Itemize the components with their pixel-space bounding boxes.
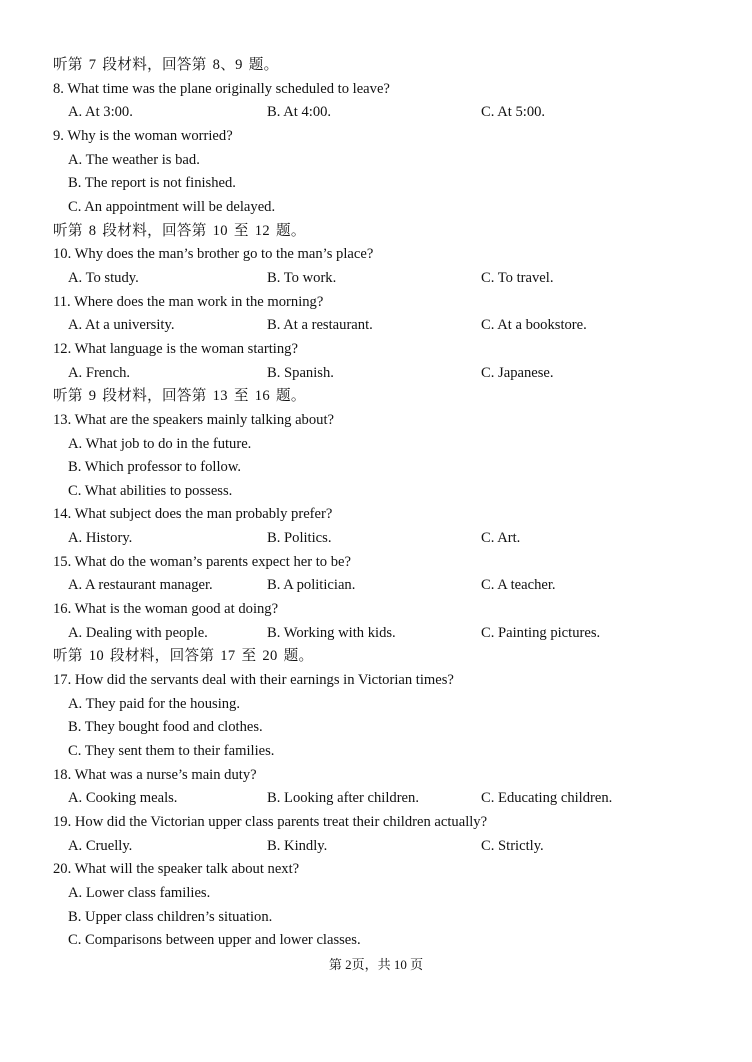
question-text: 15. What do the woman’s parents expect her to be? [53,553,351,570]
answer-option: B. To work. [267,269,337,286]
answer-option: C. Strictly. [481,837,544,854]
section-heading-text: 至 [233,222,249,239]
answer-option: B. Working with kids. [267,624,396,641]
answer-option: C. An appointment will be delayed. [68,198,276,215]
section-heading-text: 听第 [53,388,83,405]
section-heading-number: 13 [212,388,228,405]
answer-option: C. At 5:00. [481,104,546,121]
section-heading [53,385,733,409]
answer-option: B. Which professor to follow. [68,459,242,476]
answer-option: A. At 3:00. [68,104,133,121]
answer-option: A. The weather is bad. [68,151,200,168]
question-text: 14. What subject does the man probably prefer? [53,506,333,523]
section-heading-text: 题。 [283,648,314,665]
question-text: 12. What language is the woman starting? [53,340,298,357]
section-heading-number: 10 [88,648,104,665]
answer-options-row [53,267,733,291]
question-text: 8. What time was the plane originally scheduled to leave? [53,80,390,97]
section-heading-text: 段材料，回答第 [102,222,207,239]
question-text: 13. What are the speakers mainly talking about? [53,411,334,428]
answer-options-row [53,101,733,125]
answer-option: B. The report is not finished. [68,175,236,192]
section-heading-text: 听第 [53,222,83,239]
answer-option: B. A politician. [267,577,356,594]
exam-page-content [53,54,733,953]
answer-option: B. Kindly. [267,837,328,854]
answer-option: B. Politics. [267,530,332,547]
answer-options-row [53,314,733,338]
answer-options-row [53,787,733,811]
section-heading-text: 题。 [248,57,279,73]
answer-option: C. To travel. [481,269,554,286]
section-heading-number: 16 [254,388,270,405]
question-text: 9. Why is the woman worried? [53,127,233,144]
answer-option: C. Educating children. [481,790,613,807]
answer-option: C. Painting pictures. [481,624,601,641]
answer-option: A. At a university. [68,317,175,334]
answer-option: A. A restaurant manager. [68,577,213,594]
section-heading-number: 8 [88,222,97,239]
answer-option: A. To study. [68,269,139,286]
section-heading-text: 至 [241,648,257,665]
answer-option: B. Upper class children’s situation. [68,908,273,925]
answer-option: B. Spanish. [267,364,334,381]
answer-options-row [53,622,733,646]
page-footer: 第 2页，共 10 页 [328,957,424,972]
section-heading-number: 12 [254,222,270,239]
section-heading [53,220,733,244]
answer-option: B. At a restaurant. [267,317,373,334]
answer-option: A. They paid for the housing. [68,695,240,712]
question-text: 19. How did the Victorian upper class parents treat their children actually? [53,814,488,830]
section-heading-text: 听第 [53,648,83,665]
section-heading-text: 段材料，回答第 [110,648,215,665]
answer-option: C. Japanese. [481,364,554,381]
answer-option: A. Cruelly. [68,837,133,854]
section-heading-text: 题。 [275,388,306,405]
answer-option: B. Looking after children. [267,790,419,807]
answer-option: A. History. [68,530,133,547]
section-heading-text: 题。 [275,222,306,239]
answer-option: C. Art. [481,530,521,547]
answer-option: C. At a bookstore. [481,317,587,334]
section-heading [53,645,733,669]
answer-option: C. A teacher. [481,577,556,594]
answer-options-row [53,362,733,386]
answer-option: A. Cooking meals. [68,790,178,807]
answer-options-row [53,574,733,598]
answer-options-row [53,527,733,551]
question-text: 18. What was a nurse’s main duty? [53,766,257,783]
question-text: 16. What is the woman good at doing? [53,601,279,618]
answer-option: B. At 4:00. [267,104,332,121]
question-text: 20. What will the speaker talk about next? [53,861,300,878]
answer-option: A. Dealing with people. [68,624,208,641]
answer-option: B. They bought food and clothes. [68,719,263,736]
answer-option: C. They sent them to their families. [68,743,275,760]
answer-option: A. French. [68,364,131,381]
section-heading-number: 20 [262,648,278,665]
answer-option: C. What abilities to possess. [68,482,233,499]
section-heading-number: 10 [212,222,228,239]
section-heading-text: 听第 [53,57,83,73]
section-heading-number: 7 [88,57,97,73]
question-text: 17. How did the servants deal with their earnings in Victorian times? [53,672,454,689]
section-heading [53,54,733,78]
section-heading-number: 17 [220,648,236,665]
section-heading-text: 至 [233,388,249,405]
answer-option: A. What job to do in the future. [68,435,252,452]
section-heading-text: 段材料，回答第 [102,388,207,405]
section-heading-number: 9 [88,388,97,405]
question-text: 10. Why does the man’s brother go to the man’s place? [53,246,374,263]
question-text: 11. Where does the man work in the morning? [53,293,324,310]
answer-option: A. Lower class families. [68,884,211,901]
answer-option: C. Comparisons between upper and lower classes. [68,932,361,949]
section-heading-number: 8、9 [212,57,243,73]
section-heading-text: 段材料，回答第 [102,57,207,73]
answer-options-row [53,835,733,859]
